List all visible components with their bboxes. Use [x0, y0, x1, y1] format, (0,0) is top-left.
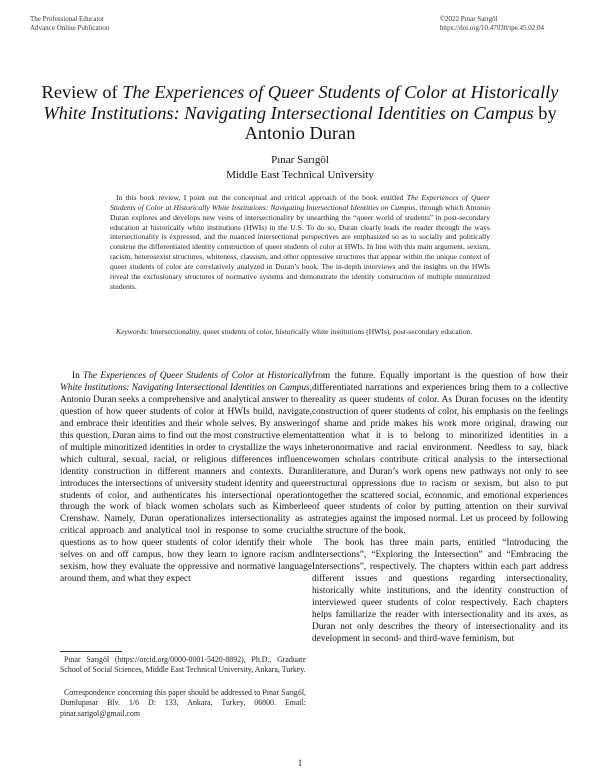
footnote-2-text: Correspondence concerning this paper should be addressed to Pınar Sarıgöl, Dumlupınar Blv. 1/6 D: 133, Ankara, Turkey, 06800. Email: pinar.sarigol@gmail.com: [60, 688, 306, 718]
footnote-divider: [60, 651, 122, 652]
keywords: [110, 327, 490, 337]
article-title: [40, 82, 560, 144]
author-name: Pınar Sarıgöl: [271, 154, 329, 166]
body-left-text: , Antonio Duran seeks a comprehensive and analytical answer to the question of how queer students of color at HWIs build, navigate, and embrace their identities and their whole selves. By answering this question, Duran aims to find out the most constructive element of multiple minoritized identities in order to crystallize the ways in which cultural, sexual, racial, or religious differences influence identity construction in different manners and contexts. Duran introduces the intersections of university student identity and queer students of color, and authenticates his intersectional operation through the work of black women scholars such as Kimberlee Crenshaw. Namely, Duran operationalizes intersectionality as a critical approach and analytical tool in response to some crucial questions as to how queer students of color identify their whole selves on and off campus, how they learn to ignore racism and sexism, how they evaluate the oppressive and normative language around them, and what they expect: [60, 382, 312, 585]
doi-link[interactable]: https://doi.org/10.47038/tpe.45.02.04: [439, 24, 544, 32]
title-book-name: The Experiences of Queer Students of Color at Historically White Institutions: Navigating Intersectional Identities on Campus: [43, 82, 559, 123]
journal-name: The Professional Educator: [30, 15, 105, 23]
body-column-right: [312, 371, 568, 766]
author-affiliation: Middle East Technical University: [226, 169, 374, 181]
footnote-author-info: [60, 655, 306, 676]
journal-header: [30, 15, 109, 33]
body-right-paragraph-2: The book has three main parts, entitled “Introducing the Intersections”, “Exploring the Intersection” and “Embracing the Intersections”, respectively. The chapters within each part address different issues and questions regarding intersectionality, historically white institutions, and the identity construction of interviewed queer students of color respectively. Each chapters helps familiarize the reader with intersectionality and its axes, as Duran not only describes the theory of intersectionality and its development in second- and third-wave feminism, but: [312, 538, 568, 644]
body-book-title: The Experiences of Queer Students of Color at Historically White Institutions: Navigating Intersectional Identities on Campus: [60, 371, 312, 393]
footnote-1-text: Pınar Sarıgöl (https://orcid.org/0000-0001-5420-8892), Ph.D., Graduate School of Social Sciences, Middle East Technical University, Ankara, Turkey.: [60, 655, 306, 675]
keywords-label: Keywords: [116, 327, 147, 336]
page-number: 1: [297, 758, 303, 768]
footnote-correspondence: [60, 688, 306, 719]
title-suffix: by Antonio Duran: [244, 102, 557, 143]
title-prefix: Review of: [41, 82, 123, 102]
publication-status: Advance Online Publication: [30, 24, 110, 32]
abstract-book-title: The Experiences of Queer Students of Color at Historically White Institutions: Navigating Intersectional Identities on Campus: [110, 193, 491, 212]
body-column-left: [60, 371, 312, 643]
keywords-text: : Intersectionality, queer students of color, historically white institutions (HWIs), post-secondary education.: [146, 327, 473, 336]
body-in: In: [72, 371, 84, 381]
abstract: [110, 193, 490, 291]
abstract-body: , through which Antonio Duran explores and develops new veins of intersectionality by unearthing the “queer world of students” in post-secondary education at historically white institutions (HWIs) in the U.S. To do so, Duran clearly leads the reader through the ways intersectionality is expressed, and the nuanced intersectional perspectives are emphasized so as to socially and politically construe the differentiated identity construction of queer students of color at HWIs. In line with this main argument, sexism, racism, heterosexist structures, whiteness, classism, and other oppressive structures that appear within the unique context of queer students of color are correlatively analyzed in Duran’s book. The in-depth interviews and the insights on the HWIs reveal the exclusionary structures of normative systems and demonstrate the identity construction of multiple minoritized students.: [110, 202, 490, 291]
copyright-notice: ©2022 Pınar Sarıgöl: [439, 15, 498, 23]
copyright-header: [440, 15, 544, 33]
abstract-intro: In this book review, I point out the conceptual and critical approach of the book entitled: [116, 193, 407, 202]
body-right-paragraph-1: from the future. Equally important is the question of how their differentiated narrations and experiences bring them to a collective reality as queer students of color. As Duran focuses on the identity construction of queer students of color, his emphasis on the feelings of shame and pride makes his work more original, drawing our attention what it is to belong to minoritized identities in a heteronormative and racial environment. Needless to say, black women scholars contribute critical analysis to the intersectional literature, and Duran’s work opens new pathways not only to see structural oppressions due to racism or sexism, but also to put together the scattered social, economic, and emotional experiences of queer students of color by putting attention on their survival strategies against the imposed normal. Let us proceed by following the structure of the book.: [312, 371, 568, 537]
